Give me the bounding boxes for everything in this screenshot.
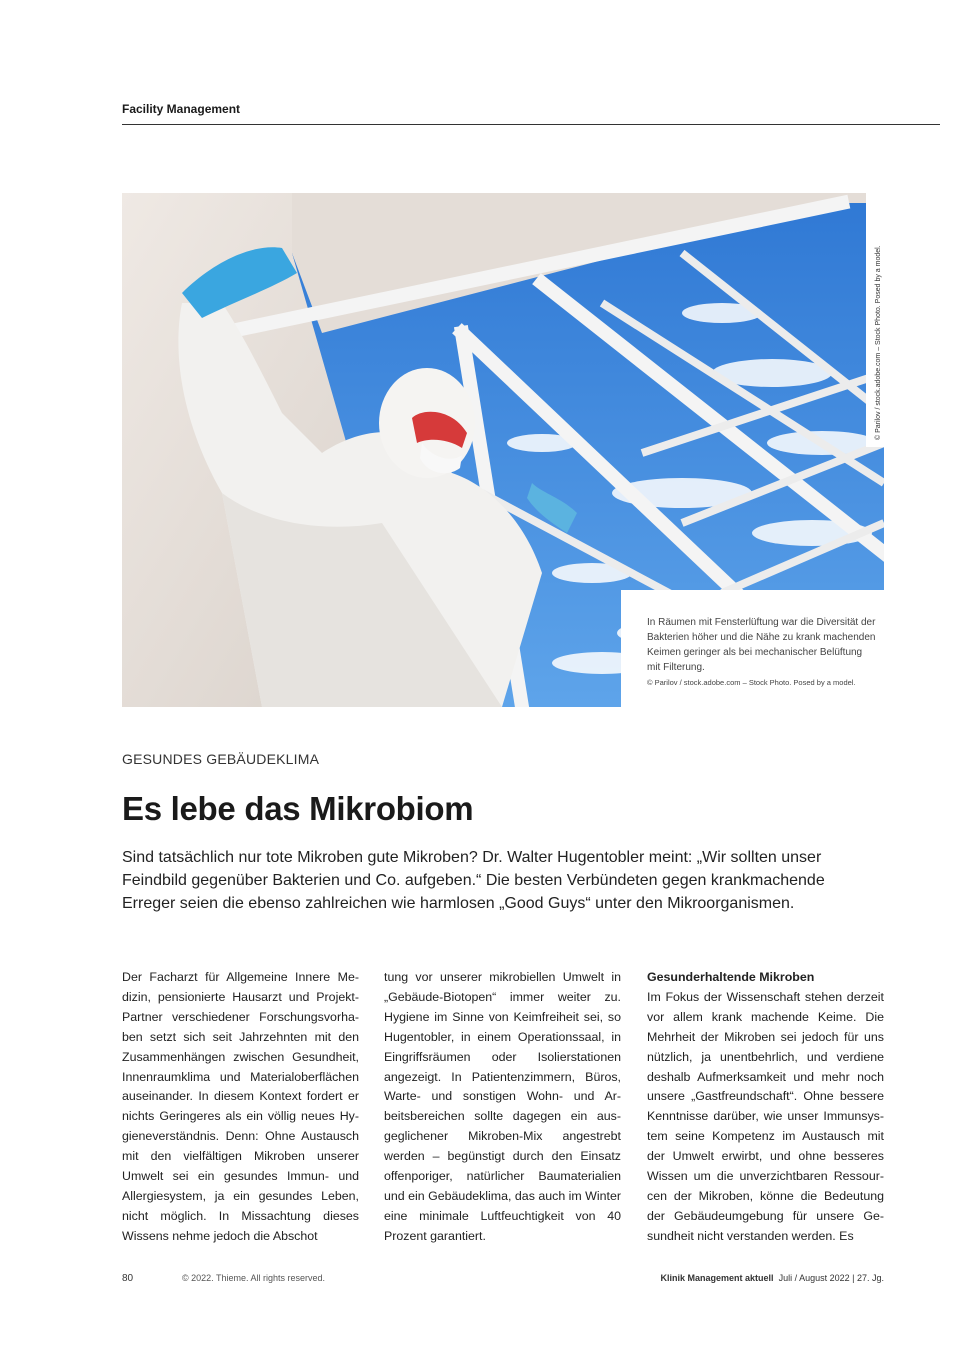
photo-caption-credit: © Parilov / stock.adobe.com – Stock Photo. Posed by a model. — [647, 678, 856, 687]
footer-journal — [661, 1273, 884, 1283]
body-column-1: Der Facharzt für Allgemeine Innere Medizin, pensionierte Hausarzt und ProjektPartner verschiedener Forschungsvorhaben setzt sich seit Jahrzehnten mit den Zusammenhängen zwischen Gesundheit, Innenraumklima und Materialoberflächen auseinander. In diesem Kontext fordert er nichts Geringeres als ein völlig neues Hygieneverständnis. Denn: Ohne Austausch mit den vielfältigen Mikroben unserer Umwelt sei ein gesundes Immun- und Allergiesystem, ja ein gesundes Leben, nicht möglich. In Missachtung dieses Wissens nehme jedoch die Abschot — [122, 970, 359, 1243]
journal-name: Klinik Management aktuell — [660, 1273, 774, 1283]
body-column-2: tung vor unserer mikrobiellen Umwelt in „Gebäude-Biotopen“ immer weiter zu. Hygiene im Sinne von Keimfreiheit sei, so Hugentobler, in einem Operationssaal, in Eingriffsräumen oder Isolierstationen angezeigt. In Patientenzimmern, Büros, Warte- und sonstigen Wohn- und Arbeitsbereichen sollte dagegen ein ausgeglichener Mikroben-Mix angestrebt werden – begünstigt durch den Einsatz offenporiger, natürlicher Baumaterialien und ein Gebäudeklima, das auch im Winter eine minimale Luftfeuchtigkeit von 40 Prozent garantiert. — [384, 970, 621, 1243]
footer-copyright: © 2022. Thieme. All rights reserved. — [182, 1273, 326, 1283]
photo-caption-box — [621, 590, 884, 707]
body-column-3 — [647, 968, 884, 1247]
section-label: Facility Management — [122, 102, 241, 116]
column-3-subheading: Gesunderhaltende Mikroben — [647, 970, 815, 984]
photo-caption: In Räumen mit Fensterlüftung war die Diversität der Bakterien höher und die Nähe zu krank machenden Keimen geringer als bei mechanischer Belüftung mit Filterung. — [647, 617, 876, 673]
photo-credit-vertical: © Parilov / stock.adobe.com – Stock Photo. Posed by a model. — [875, 245, 882, 440]
journal-issue: Juli / August 2022 | 27. Jg. — [778, 1273, 884, 1283]
page-number: 80 — [122, 1273, 134, 1284]
column-3-text: Im Fokus der Wissenschaft stehen derzeit vor allem krank machende Keime. Die Mehrheit der Mikroben sei jedoch für uns nützlich, ja unentbehrlich, und verdiene deshalb Aufmerksamkeit und mehr noch unsere „Gastfreundschaft“. Ohne bessere Kenntnisse darüber, wie unser Immunsystem seine Kompetenz im Austausch mit der Umwelt erwirbt, und ohne besseres Wissen um die unverzichtbaren Ressourcen der Mikroben, könne die Bedeutung der Gebäudeumgebung für unsere Gesundheit nicht verstanden werden. Es — [647, 989, 884, 1243]
article-title: Es lebe das Mikrobiom — [122, 790, 474, 827]
header-rule — [122, 124, 940, 125]
article-kicker: GESUNDES GEBÄUDEKLIMA — [122, 751, 320, 767]
article-lead: Sind tatsächlich nur tote Mikroben gute Mikroben? Dr. Walter Hugentobler meint: „Wir sollten unser Feindbild gegenüber Bakterien und Co. aufgeben.“ Die besten Verbündeten gegen krankmachende Erreger seien die ebenso zahlreichen wie harmlosen „Good Guys“ unter den Mikroorganismen. — [122, 849, 825, 912]
